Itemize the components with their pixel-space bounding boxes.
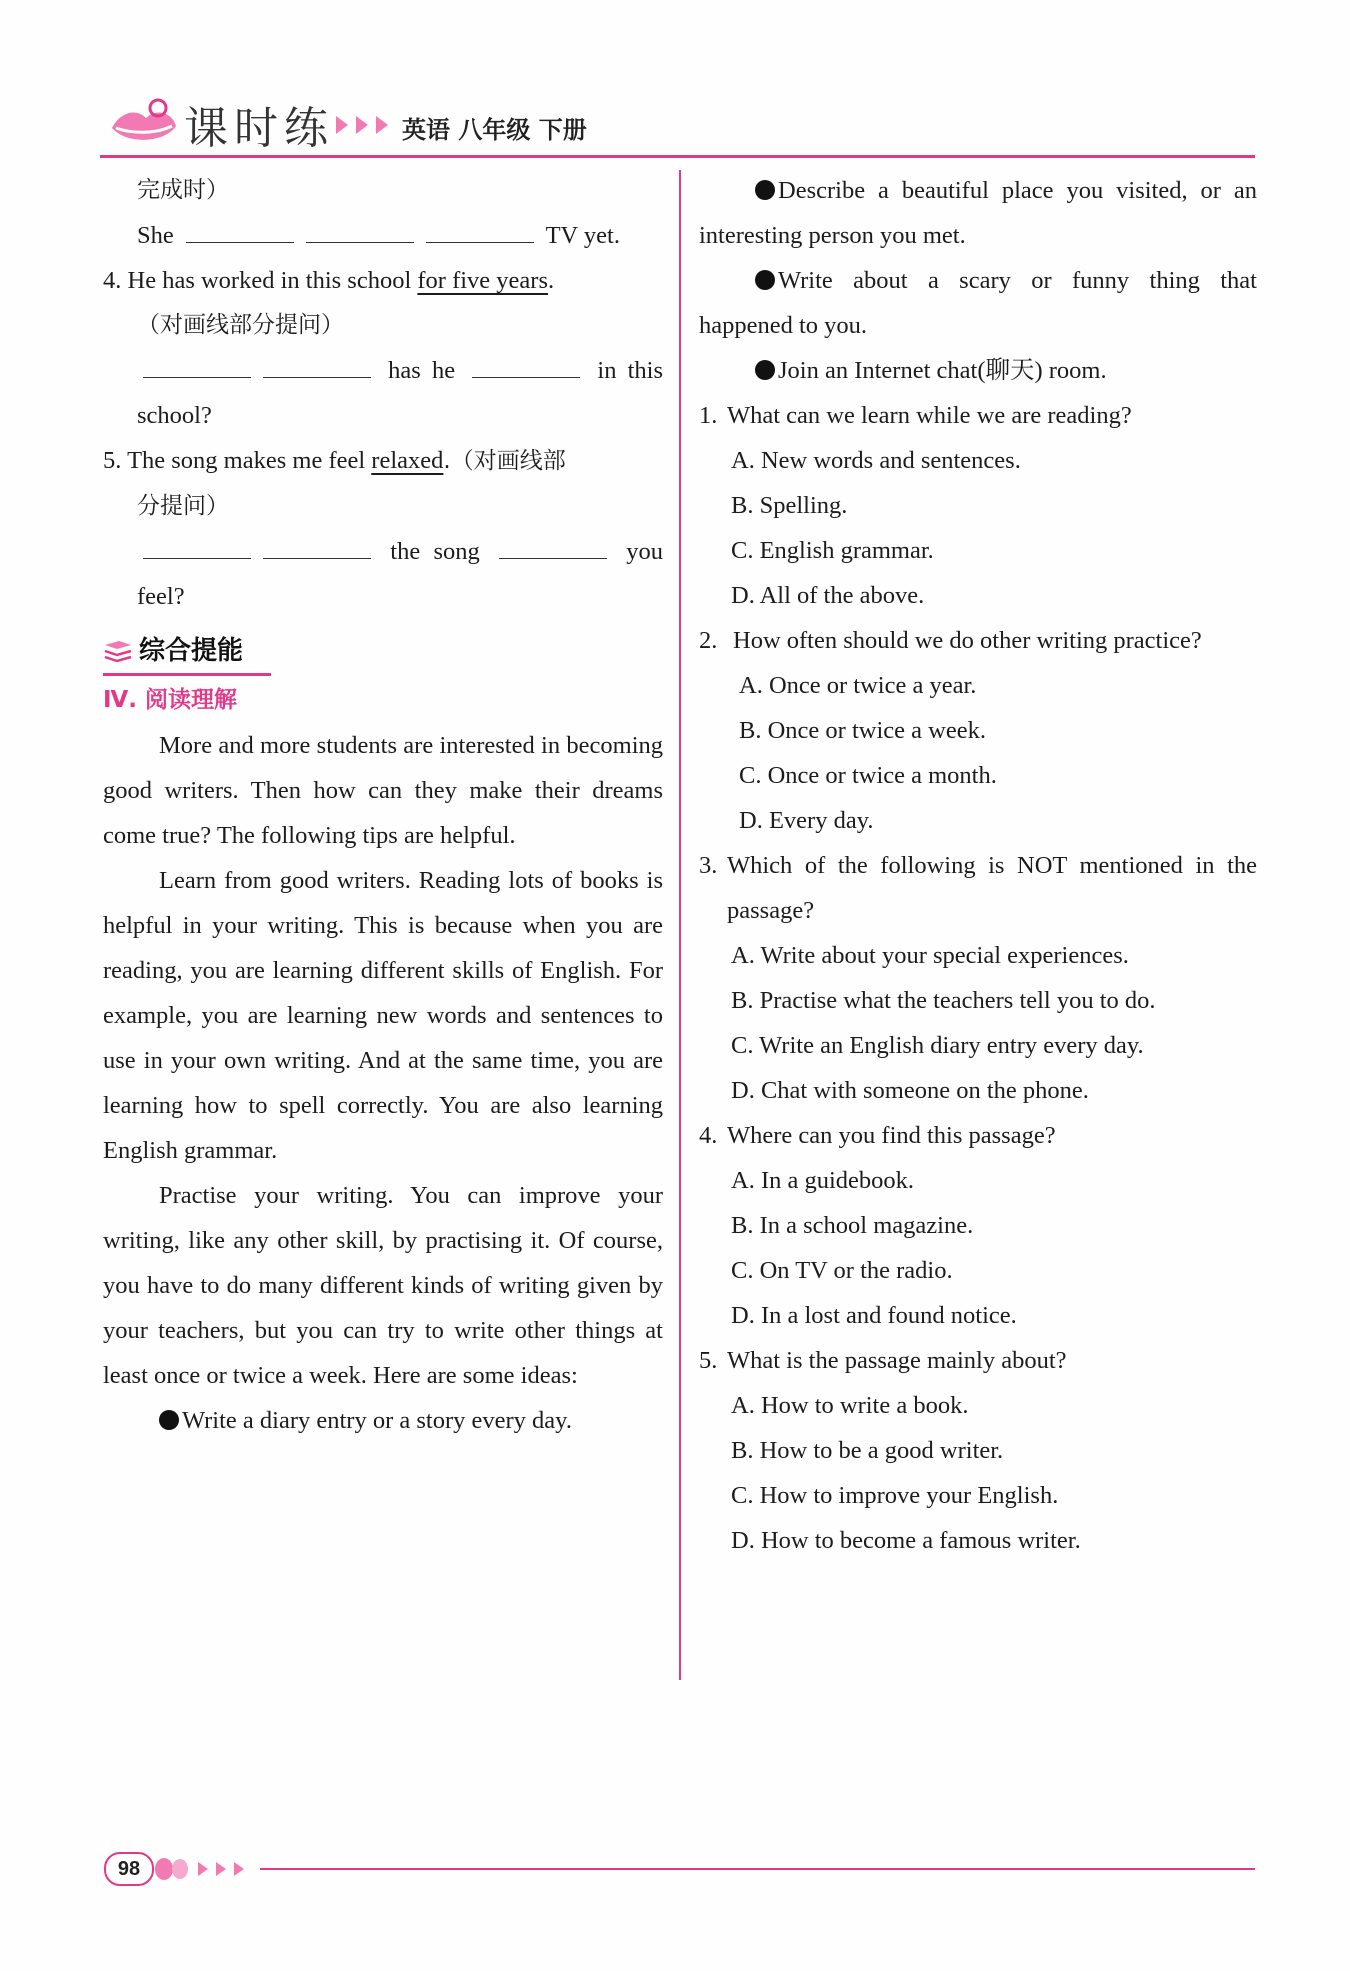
- question-2: [699, 618, 1257, 663]
- bullet-text: Write about a scary or funny thing that happened to you.: [699, 267, 1257, 339]
- answer-option[interactable]: B. Once or twice a week.: [739, 717, 986, 744]
- answer-blank[interactable]: [472, 349, 580, 378]
- answer-option[interactable]: B. Spelling.: [731, 492, 848, 519]
- q5-answer-line: [103, 529, 663, 574]
- section-underline: [103, 673, 271, 676]
- idea-bullet-1: [103, 1398, 663, 1443]
- passage-paragraph-2: Learn from good writers. Reading lots of books is helpful in your writing. This is because when you are reading, you are learning different skills of English. For example, you are learning new words and sentences to use in your own writing. And at the same time, you are learning how to spell correctly. You are also learning English grammar.: [103, 867, 663, 1164]
- q4-ending: school?: [137, 402, 212, 429]
- answer-blank[interactable]: [426, 214, 534, 243]
- q3-answer-line: [103, 213, 663, 258]
- answer-option[interactable]: C. How to improve your English.: [731, 1482, 1059, 1509]
- question-number: 4.: [699, 1122, 718, 1149]
- answer-option[interactable]: D. Chat with someone on the phone.: [731, 1077, 1089, 1104]
- answer-option[interactable]: C. On TV or the radio.: [731, 1257, 953, 1284]
- answer-option[interactable]: D. Every day.: [739, 807, 874, 834]
- answer-blank[interactable]: [306, 214, 414, 243]
- question-5: [103, 438, 663, 484]
- q3-line-suffix: TV yet.: [545, 222, 620, 249]
- question-stem: What is the passage mainly about?: [727, 1347, 1067, 1374]
- answer-option[interactable]: C. Write an English diary entry every day.: [731, 1032, 1144, 1059]
- bullet-dot-icon: [755, 180, 775, 200]
- answer-blank[interactable]: [186, 214, 294, 243]
- subject-grade-label: 英语 八年级 下册: [402, 116, 587, 144]
- passage-paragraph-3: Practise your writing. You can improve your writing, like any other skill, by practising it. Of course, you have to do many different kinds of writing given by your teachers, but you can try to write other things at least once or twice a week. Here are some ideas:: [103, 1182, 663, 1389]
- answer-option[interactable]: A. New words and sentences.: [731, 447, 1021, 474]
- answer-option[interactable]: A. How to write a book.: [731, 1392, 969, 1419]
- question-number: 3.: [699, 852, 718, 879]
- bullet-text: Write a diary entry or a story every day.: [182, 1407, 572, 1434]
- underlined-phrase: relaxed: [371, 447, 444, 474]
- question-stem: How often should we do other writing practice?: [733, 627, 1202, 654]
- answer-option[interactable]: A. Once or twice a year.: [739, 672, 977, 699]
- question-5: [699, 1338, 1257, 1383]
- q3-continuation: 完成时）: [137, 177, 229, 203]
- q4-line-middle: has he: [388, 357, 456, 384]
- question-number: 2.: [699, 627, 718, 654]
- column-divider: [679, 170, 681, 1680]
- question-text: .（对画线部: [443, 448, 566, 474]
- question-stem: Which of the following is NOT mentioned in the passage?: [727, 852, 1257, 924]
- passage-paragraph-1: More and more students are interested in becoming good writers. Then how can they make their dreams come true? The following tips are helpful.: [103, 732, 663, 849]
- question-4: [103, 258, 663, 303]
- question-4: [699, 1113, 1257, 1158]
- subsection-title: Ⅳ. 阅读理解: [103, 687, 238, 713]
- arrow-decoration-icon: [334, 112, 400, 138]
- q4-line-suffix: in this: [597, 357, 664, 384]
- book-stack-icon: [103, 637, 133, 667]
- bullet-dot-icon: [755, 360, 775, 380]
- q5-line-suffix: you: [626, 538, 664, 565]
- answer-blank[interactable]: [263, 349, 371, 378]
- answer-option[interactable]: D. In a lost and found notice.: [731, 1302, 1017, 1329]
- footer-rule: [260, 1868, 1255, 1870]
- question-number: 5.: [103, 447, 122, 474]
- answer-option[interactable]: D. All of the above.: [731, 582, 925, 609]
- q3-line-prefix: She: [137, 222, 174, 249]
- question-number: 5.: [699, 1347, 718, 1374]
- idea-bullet-4: [699, 348, 1257, 393]
- idea-bullet-3: [699, 258, 1257, 348]
- answer-blank[interactable]: [263, 530, 371, 559]
- question-stem: What can we learn while we are reading?: [727, 402, 1132, 429]
- section-title: 综合提能: [139, 636, 244, 666]
- answer-blank[interactable]: [143, 530, 251, 559]
- arrow-decoration-icon: [154, 1854, 254, 1884]
- bullet-dot-icon: [159, 1410, 179, 1430]
- bullet-dot-icon: [755, 270, 775, 290]
- left-column: [103, 168, 663, 1443]
- answer-option[interactable]: B. In a school magazine.: [731, 1212, 974, 1239]
- question-text: The song makes me feel: [127, 447, 372, 474]
- bullet-text: Join an Internet chat(聊天) room.: [778, 357, 1107, 384]
- page-number: 98: [104, 1852, 154, 1886]
- answer-option[interactable]: B. Practise what the teachers tell you to do.: [731, 987, 1156, 1014]
- question-text: He has worked in this school: [127, 267, 418, 294]
- question-number: 1.: [699, 402, 718, 429]
- answer-option[interactable]: C. Once or twice a month.: [739, 762, 997, 789]
- idea-bullet-2: [699, 168, 1257, 258]
- answer-option[interactable]: A. Write about your special experiences.: [731, 942, 1129, 969]
- question-1: [699, 393, 1257, 438]
- brand-title: 课时练: [184, 103, 334, 154]
- lips-logo-icon: [106, 94, 178, 154]
- answer-option[interactable]: A. In a guidebook.: [731, 1167, 915, 1194]
- answer-blank[interactable]: [143, 349, 251, 378]
- answer-option[interactable]: D. How to become a famous writer.: [731, 1527, 1081, 1554]
- question-text: .: [547, 267, 555, 294]
- underlined-phrase: for five years: [417, 267, 548, 294]
- q5-instruction: 分提问）: [137, 493, 229, 519]
- answer-option[interactable]: B. How to be a good writer.: [731, 1437, 1004, 1464]
- question-stem: Where can you find this passage?: [727, 1122, 1056, 1149]
- answer-option[interactable]: C. English grammar.: [731, 537, 934, 564]
- question-3: [699, 843, 1257, 933]
- question-list: [699, 393, 1257, 1563]
- answer-blank[interactable]: [499, 530, 607, 559]
- header-rule: [100, 155, 1255, 158]
- question-number: 4.: [103, 267, 122, 294]
- right-column: [699, 168, 1257, 1563]
- page-footer: [100, 1850, 1255, 1890]
- bullet-text: Describe a beautiful place you visited, or an interesting person you met.: [699, 177, 1257, 249]
- q5-ending: feel?: [137, 583, 185, 610]
- page-header: [100, 92, 1255, 158]
- section-heading: [103, 627, 663, 677]
- q4-instruction: （对画线部分提问）: [137, 312, 344, 338]
- q4-answer-line: [103, 348, 663, 393]
- q5-line-middle: the song: [390, 538, 480, 565]
